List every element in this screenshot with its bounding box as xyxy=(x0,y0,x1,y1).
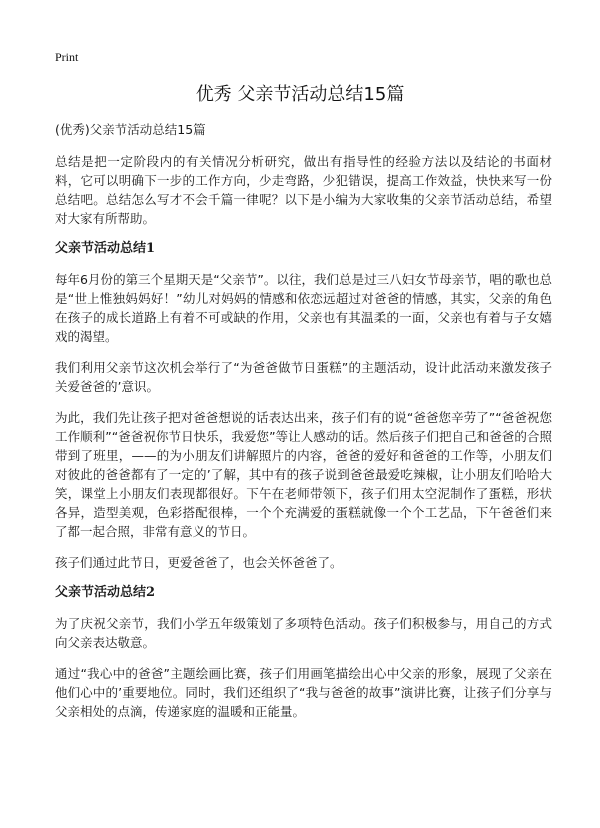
section-paragraph: 每年6月份的第三个星期天是“父亲节”。以往，我们总是过三八妇女节母亲节，唱的歌也总是“世上惟独妈妈好！”幼儿对妈妈的情感和依恋远超过对爸爸的情感，其实，父亲的角色在孩子的成长道路上有着不可或缺的作用，父亲也有其温柔的一面，父亲也有着与子女嬉戏的渴望。 xyxy=(55,272,552,344)
section-paragraph: 为此，我们先让孩子把对爸爸想说的话表达出来，孩子们有的说“爸爸您辛劳了”“爸爸祝您工作顺利”“爸爸祝你节日快乐，我爱您”等让人感动的话。然后孩子们把自己和爸爸的合照带到了班里，——的为小朋友们讲解照片的内容，爸爸的爱好和爸爸的工作等，小朋友们对彼此的爸爸都有了一定的’了解，其中有的孩子说到爸爸最爱吃辣椒，让小朋友们哈哈大笑，课堂上小朋友们表现都很好。下午在老师带领下，孩子们用太空泥制作了蛋糕，形状各异，造型美观，色彩搭配很棒，一个个充满爱的蛋糕就像一个个工艺品，下午爸爸们来了都一起合照，非常有意义的节日。 xyxy=(55,410,552,539)
section-paragraph: 孩子们通过此节日，更爱爸爸了，也会关怀爸爸了。 xyxy=(55,555,343,570)
document-body xyxy=(55,120,552,733)
print-link[interactable]: Print xyxy=(55,50,79,64)
section-paragraph: 为了庆祝父亲节，我们小学五年级策划了多项特色活动。孩子们积极参与，用自己的方式向父亲表达敬意。 xyxy=(55,616,552,650)
section-paragraph: 我们利用父亲节这次机会举行了“为爸爸做节日蛋糕”的主题活动，设计此活动来激发孩子关爱爸爸的’意识。 xyxy=(55,360,552,394)
intro-paragraph: 总结是把一定阶段内的有关情况分析研究，做出有指导性的经验方法以及结论的书面材料，它可以明确下一步的工作方向，少走弯路，少犯错误，提高工作效益，快快来写一份总结吧。总结怎么写才不会千篇一律呢？以下是小编为大家收集的父亲节活动总结，希望对大家有所帮助。 xyxy=(55,154,552,226)
document-subtitle: (优秀)父亲节活动总结15篇 xyxy=(55,122,206,137)
section-heading: 父亲节活动总结2 xyxy=(55,585,156,600)
section-heading: 父亲节活动总结1 xyxy=(55,241,156,256)
section-paragraph: 通过“我心中的爸爸”主题绘画比赛，孩子们用画笔描绘出心中父亲的形象，展现了父亲在他们心中的’重要地位。同时，我们还组织了“我与爸爸的故事”演讲比赛，让孩子们分享与父亲相处的点滴，传递家庭的温暖和正能量。 xyxy=(55,666,552,719)
page-title: 优秀 父亲节活动总结15篇 xyxy=(195,84,405,105)
